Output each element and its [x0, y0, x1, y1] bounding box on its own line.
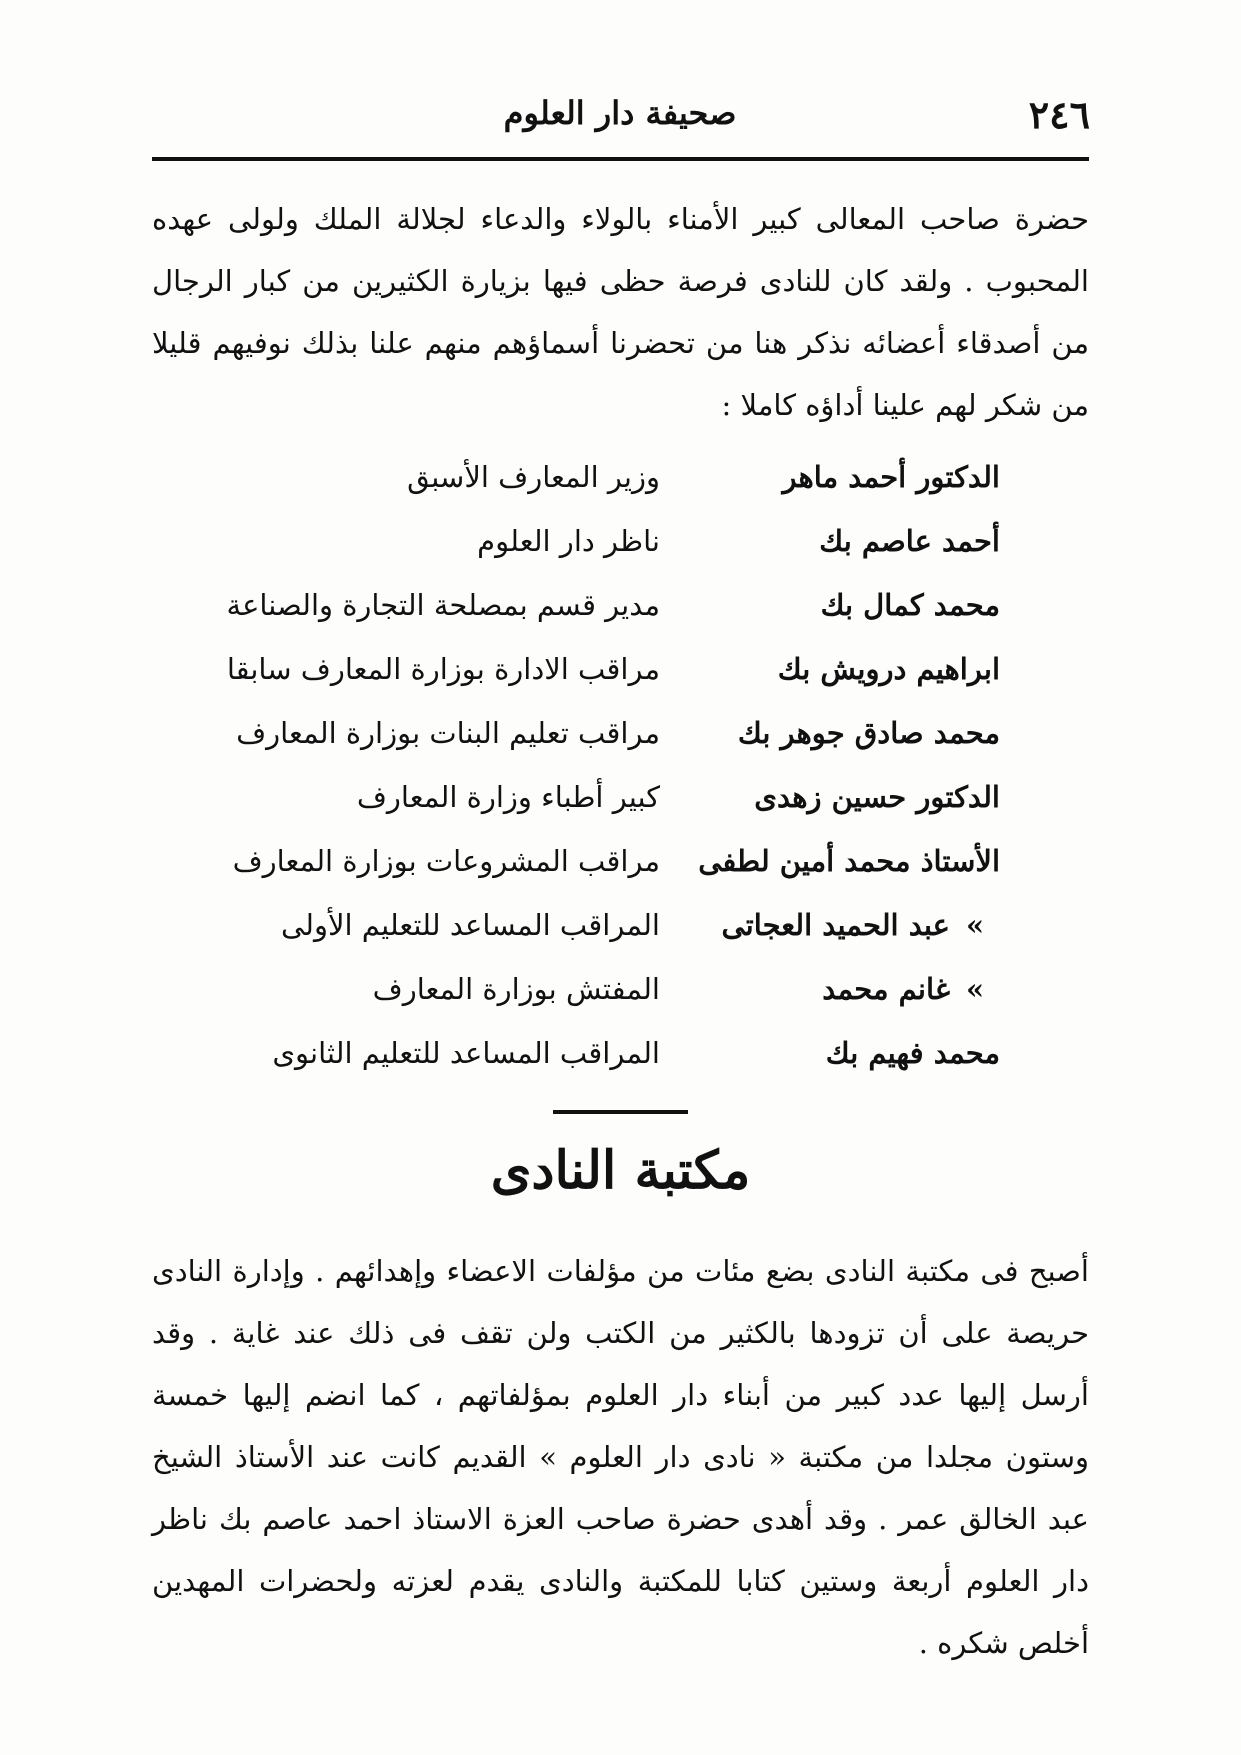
ditto-mark: » [965, 908, 985, 942]
visitor-name-cell [660, 908, 1000, 942]
visitor-row [190, 1021, 1000, 1085]
visitor-row [190, 765, 1000, 829]
visitor-name: ابراهيم درويش بك [777, 652, 1000, 686]
visitor-role: المراقب المساعد للتعليم الثانوى [272, 1036, 660, 1070]
visitor-name: غانم محمد [822, 972, 950, 1006]
visitor-name: عبد الحميد العجاتى [721, 908, 950, 942]
visitor-name: محمد كمال بك [820, 588, 1000, 622]
visitor-name: الأستاذ محمد أمين لطفى [698, 844, 1000, 878]
visitor-role: ناظر دار العلوم [477, 524, 660, 558]
visitor-row [190, 509, 1000, 573]
visitor-name: الدكتور أحمد ماهر [782, 460, 1000, 494]
visitor-row [190, 893, 1000, 957]
visitor-role: مراقب المشروعات بوزارة المعارف [232, 844, 660, 878]
library-text: أصبح فى مكتبة النادى بضع مئات من مؤلفات الاعضاء وإهدائهم . وإدارة النادى حريصة على أن تزودها بالكثير من الكتب ولن تقف فى ذلك عند غاية . وقد أرسل إليها عدد كبير من أبناء دار العلوم بمؤلفاتهم ، كما انضم إليها خمسة وستون مجلدا من مكتبة « نادى دار العلوم » القديم كانت عند الأستاذ الشيخ عبد الخالق عمر . وقد أهدى حضرة صاحب العزة الاستاذ احمد عاصم بك ناظر دار العلوم أربعة وستين كتابا للمكتبة والنادى يقدم لعزته ولحضرات المهدين أخلص شكره . [152, 1254, 1089, 1660]
visitor-row [190, 701, 1000, 765]
visitor-role: مراقب الادارة بوزارة المعارف سابقا [226, 652, 660, 686]
page-number: ٢٤٦ [1028, 92, 1090, 137]
visitor-row [190, 957, 1000, 1021]
intro-text: حضرة صاحب المعالى كبير الأمناء بالولاء والدعاء لجلالة الملك ولولى عهده المحبوب . ولقد كان للنادى فرصة حظى فيها بزيارة الكثيرين من كبار الرجال من أصدقاء أعضائه نذكر هنا من تحضرنا أسماؤهم منهم علنا بذلك نوفيهم قليلا من شكر لهم علينا أداؤه كاملا : [152, 202, 1089, 422]
visitor-row [190, 573, 1000, 637]
visitor-row [190, 637, 1000, 701]
section-title: مكتبة النادى [490, 1140, 751, 1201]
visitor-role: وزير المعارف الأسبق [407, 460, 660, 494]
library-paragraph [152, 1240, 1089, 1674]
ditto-mark: » [965, 972, 985, 1006]
visitor-role: كبير أطباء وزارة المعارف [356, 780, 660, 814]
intro-paragraph [152, 188, 1089, 436]
visitor-role: المراقب المساعد للتعليم الأولى [280, 908, 660, 942]
visitors-list [190, 445, 1000, 1085]
visitor-row [190, 829, 1000, 893]
page-header [150, 88, 1090, 148]
visitor-role: مدير قسم بمصلحة التجارة والصناعة [226, 588, 660, 622]
visitor-name: أحمد عاصم بك [819, 524, 1000, 558]
running-title: صحيفة دار العلوم [503, 94, 737, 132]
header-rule [152, 157, 1089, 161]
visitor-name-cell [660, 972, 1000, 1006]
visitor-name: محمد فهيم بك [825, 1036, 1000, 1070]
visitor-name: محمد صادق جوهر بك [737, 716, 1000, 750]
visitor-role: المفتش بوزارة المعارف [372, 972, 660, 1006]
section-divider [553, 1110, 688, 1114]
visitor-role: مراقب تعليم البنات بوزارة المعارف [236, 716, 660, 750]
visitor-row [190, 445, 1000, 509]
visitor-name: الدكتور حسين زهدى [754, 780, 1000, 814]
